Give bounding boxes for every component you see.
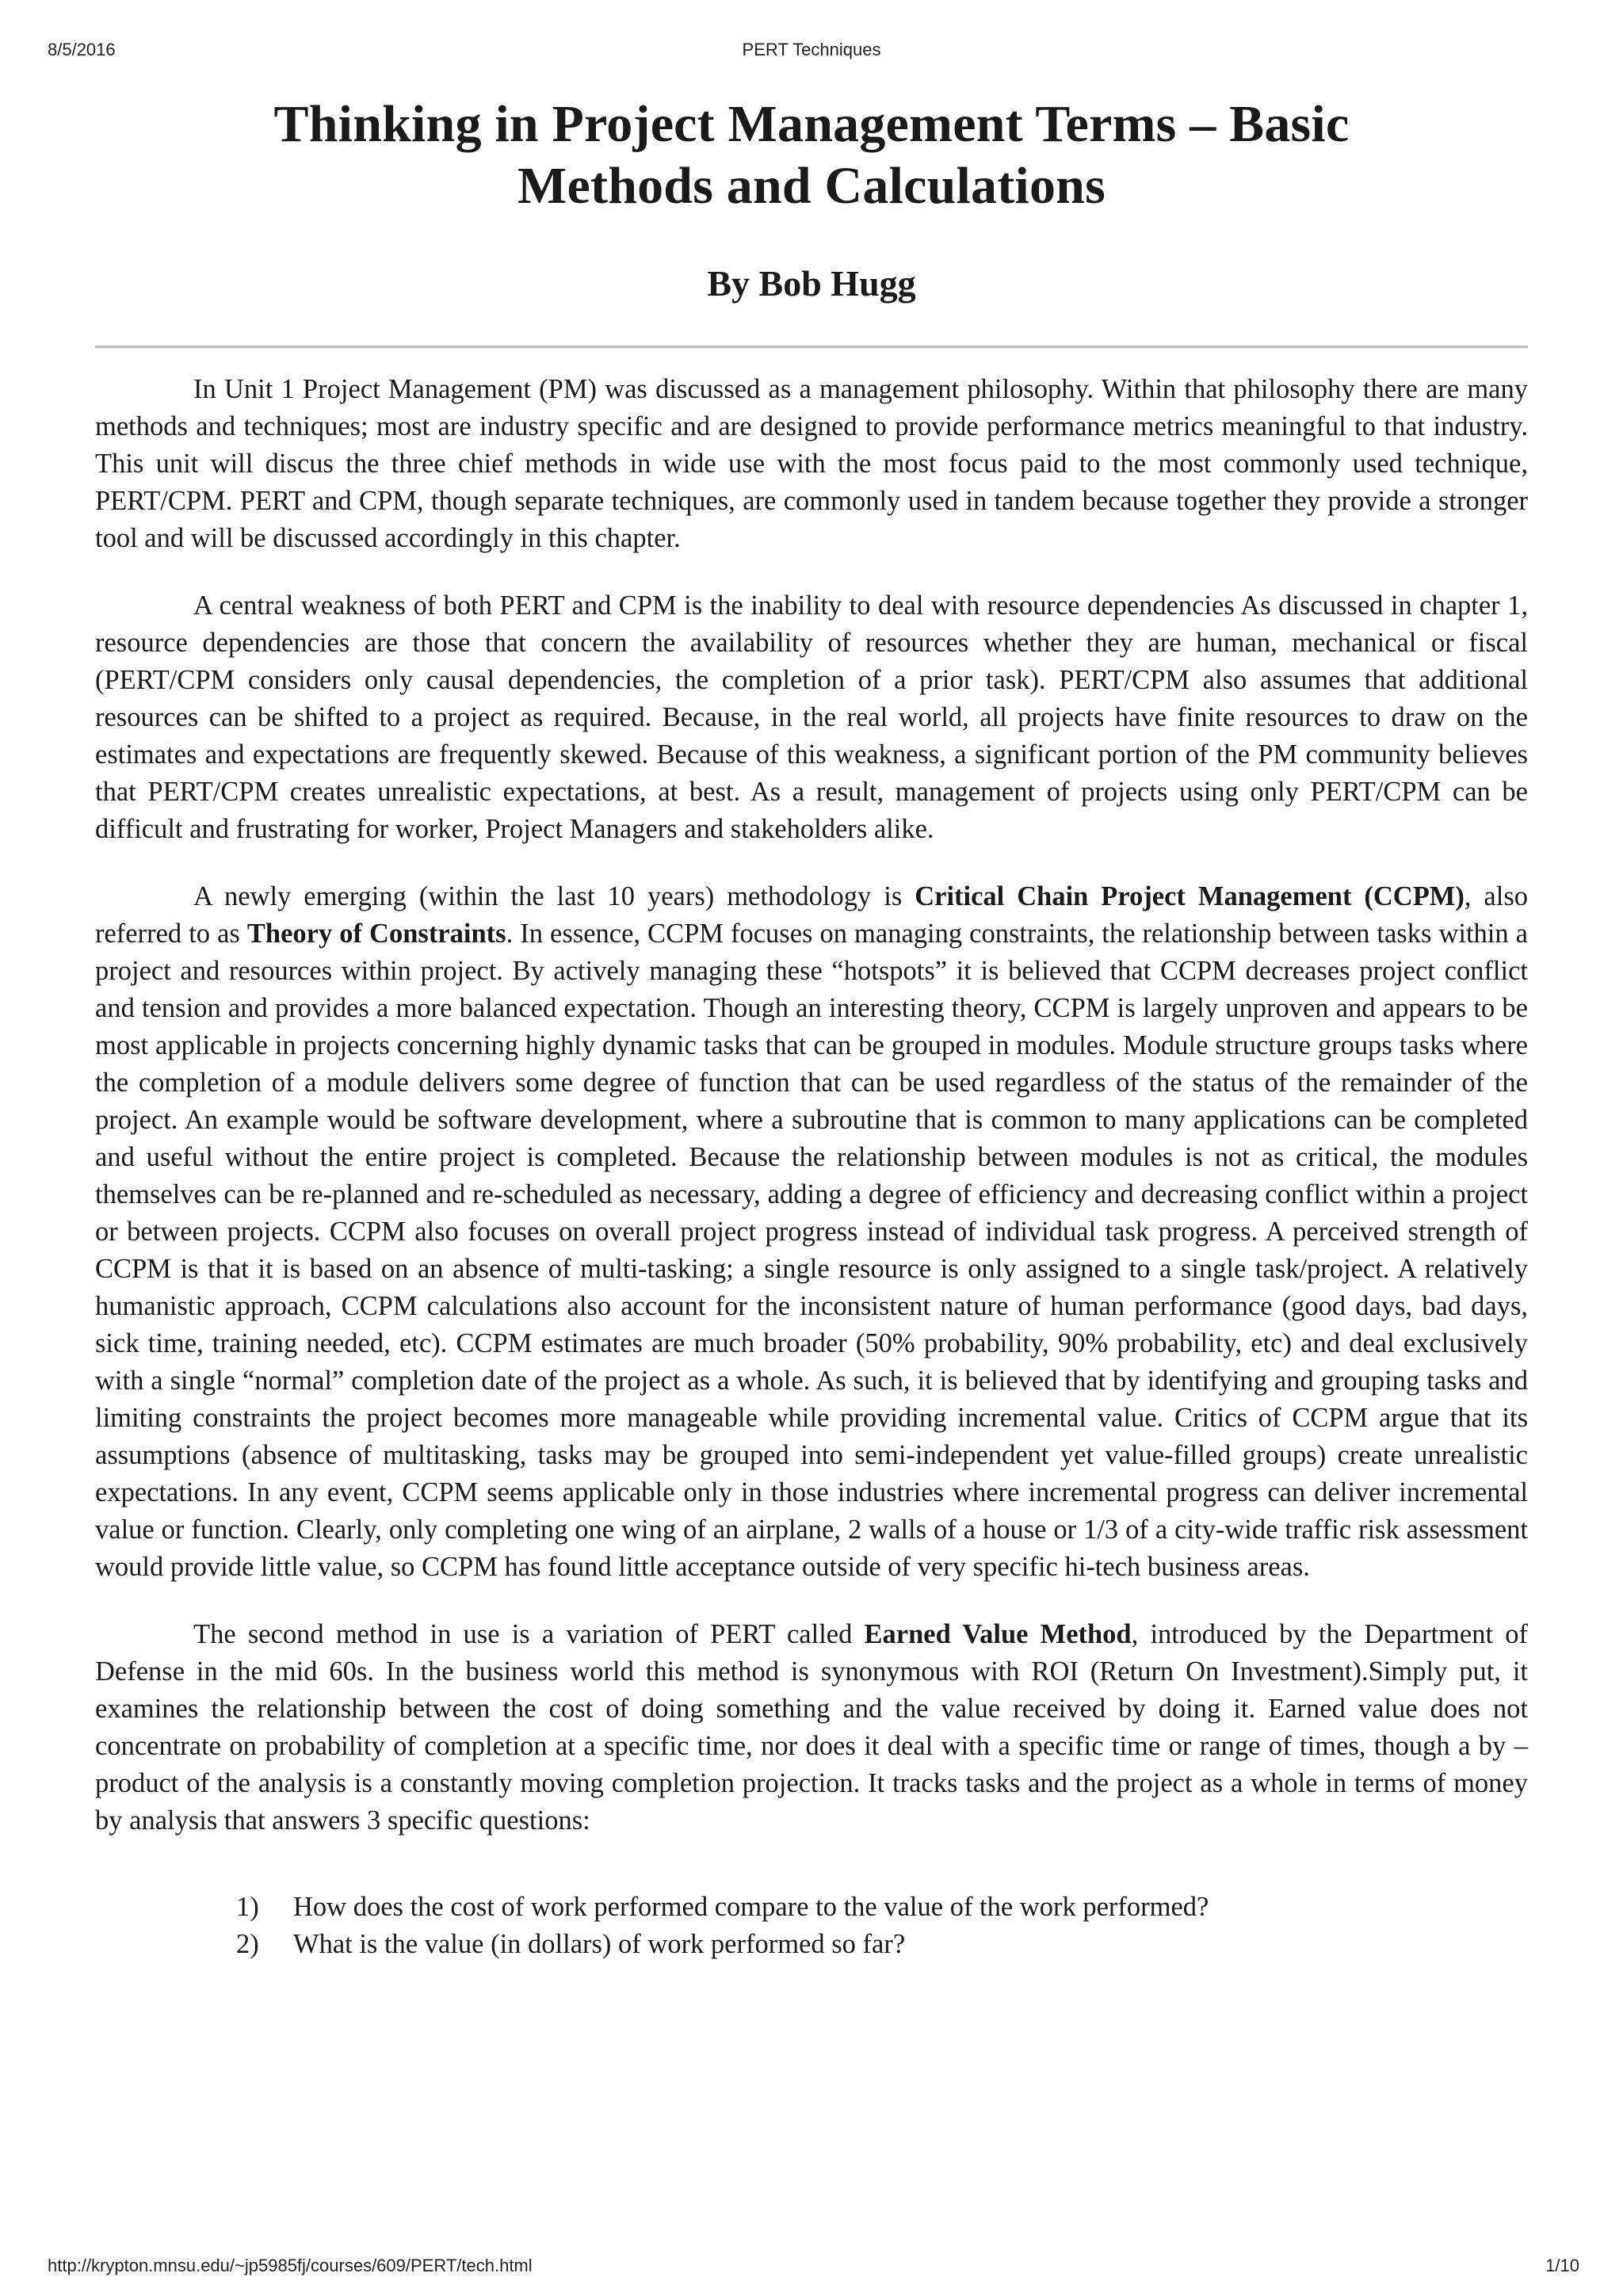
list-item-number: 2) bbox=[236, 1929, 259, 1959]
paragraph-weakness: A central weakness of both PERT and CPM is the inability to deal with resource dependencies As discussed in chapter 1, resource dependencies are those that concern the availability of resources whether they are human, mechanical or fiscal (PERT/CPM considers only causal dependencies, the completion of a prior task). PERT/CPM also assumes that additional resources can be shifted to a project as required. Because, in the real world, all projects have finite resources to draw on the estimates and expectations are frequently skewed. Because of this weakness, a significant portion of the PM community believes that PERT/CPM creates unrealistic expectations, at best. As a result, management of projects using only PERT/CPM can be difficult and frustrating for worker, Project Managers and stakeholders alike. bbox=[95, 590, 1528, 844]
questions-list bbox=[95, 1889, 1528, 1963]
list-item bbox=[95, 1926, 1528, 1963]
print-footer bbox=[0, 2256, 1623, 2279]
list-item-text: What is the value (in dollars) of work performed so far? bbox=[293, 1929, 906, 1959]
paragraph-earned-value bbox=[95, 1616, 1528, 1839]
paragraph-intro: In Unit 1 Project Management (PM) was discussed as a management philosophy. Within that philosophy there are many methods and techniques; most are industry specific and are designed to provide performance metrics meaningful to that industry. This unit will discus the three chief methods in wide use with the most focus paid to the most commonly used technique, PERT/CPM. PERT and CPM, though separate techniques, are commonly used in tandem because together they provide a stronger tool and will be discussed accordingly in this chapter. bbox=[95, 374, 1528, 553]
list-item-number: 1) bbox=[236, 1892, 259, 1922]
document-title bbox=[95, 94, 1528, 217]
title-line-2: Methods and Calculations bbox=[517, 157, 1106, 215]
ev-term: Earned Value Method bbox=[864, 1619, 1132, 1649]
toc-term: Theory of Constraints bbox=[246, 919, 506, 949]
page-number: 1/10 bbox=[1545, 2256, 1579, 2275]
ccpm-text-3: . In essence, CCPM focuses on managing constraints, the relationship between tasks within a project and resources within project. By actively managing these “hotspots” it is believed that CCPM decreases project conflict and tension and provides a more balanced expectation. Though an interesting theory, CCPM is largely unproven and appears to be most applicable in projects concerning highly dynamic tasks that can be grouped in modules. Module structure groups tasks where the completion of a module delivers some degree of function that can be used regardless of the status of the remainder of the project. An example would be software development, where a subroutine that is common to many applications can be completed and useful without the entire project is completed. Because the relationship between modules is not as critical, the modules themselves can be re-planned and re-scheduled as necessary, adding a degree of efficiency and decreasing conflict within a project or between projects. CCPM also focuses on overall project progress instead of individual task progress. A perceived strength of CCPM is that it is based on an absence of multi-tasking; a single resource is only assigned to a single task/project. A relatively humanistic approach, CCPM calculations also account for the inconsistent nature of human performance (good days, bad days, sick time, training needed, etc). CCPM estimates are much broader (50% probability, 90% probability, etc) and deal exclusively with a single “normal” completion date of the project as a whole. As such, it is believed that by identifying and grouping tasks and limiting constraints the project becomes more manageable while providing incremental value. Critics of CCPM argue that its assumptions (absence of multitasking, tasks may be grouped into semi-independent yet value-filled groups) create unrealistic expectations. In any event, CCPM seems applicable only in those industries where incremental progress can deliver incremental value or function. Clearly, only completing one wing of an airplane, 2 walls of a house or 1/3 of a city-wide traffic risk assessment would provide little value, so CCPM has found little acceptance outside of very specific hi-tech business areas. bbox=[95, 919, 1528, 1582]
ccpm-term: Critical Chain Project Management (CCPM) bbox=[915, 881, 1465, 911]
ccpm-text-1: A newly emerging (within the last 10 years) methodology is bbox=[193, 881, 915, 911]
byline: By Bob Hugg bbox=[707, 263, 916, 304]
list-item-text: How does the cost of work performed compare to the value of the work performed? bbox=[293, 1892, 1209, 1922]
ev-text-2: , introduced by the Department of Defense in the mid 60s. In the business world this method is synonymous with ROI (Return On Investment).Simply put, it examines the relationship between the cost of doing something and the value received by doing it. Earned value does not concentrate on probability of completion at a specific time, nor does it deal with a specific time or range of times, though a by –product of the analysis is a constantly moving completion projection. It tracks tasks and the project as a whole in terms of money by analysis that answers 3 specific questions: bbox=[95, 1619, 1528, 1836]
list-item bbox=[95, 1889, 1528, 1926]
title-line-1: Thinking in Project Management Terms – Basic bbox=[273, 95, 1350, 153]
page-url: http://krypton.mnsu.edu/~jp5985fj/courses/609/PERT/tech.html bbox=[48, 2256, 533, 2275]
article-text bbox=[95, 371, 1528, 1839]
horizontal-divider bbox=[95, 346, 1528, 349]
ccpm-text-2: , also referred to as bbox=[95, 881, 1529, 949]
print-page-title: PERT Techniques bbox=[742, 40, 881, 59]
print-header bbox=[0, 40, 1623, 63]
paragraph-ccpm bbox=[95, 878, 1528, 1586]
ev-text-1: The second method in use is a variation of PERT called bbox=[193, 1619, 865, 1649]
document-body bbox=[95, 94, 1528, 1963]
print-date: 8/5/2016 bbox=[48, 40, 116, 59]
